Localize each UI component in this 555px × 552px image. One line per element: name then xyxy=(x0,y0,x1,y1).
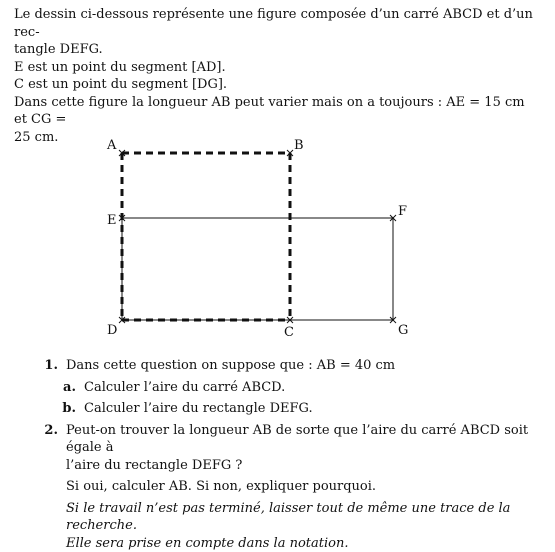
sub-question-letter: b. xyxy=(14,400,84,418)
sub-question-text: Calculer l’aire du rectangle DEFG. xyxy=(84,400,542,418)
question-2 xyxy=(14,422,542,457)
question-number: 1. xyxy=(14,357,66,375)
statement-line: C est un point du segment [DG]. xyxy=(14,76,534,94)
sub-question-letter: a. xyxy=(14,379,84,397)
statement-line: E est un point du segment [AD]. xyxy=(14,59,534,77)
label-f: F xyxy=(398,204,407,219)
label-e: E xyxy=(107,213,117,228)
label-g: G xyxy=(398,323,408,338)
label-c: C xyxy=(284,325,294,340)
question-text: Si oui, calculer AB. Si non, expliquer pourquoi. xyxy=(66,478,542,496)
question-1b xyxy=(14,400,542,418)
statement-line: Dans cette figure la longueur AB peut varier mais on a toujours : AE = 15 cm et CG = xyxy=(14,94,534,129)
question-text: Peut-on trouver la longueur AB de sorte que l’aire du carré ABCD soit égale à xyxy=(66,422,542,457)
label-d: D xyxy=(107,323,117,338)
question-number: 2. xyxy=(14,422,66,457)
question-text: Dans cette question on suppose que : AB = 40 cm xyxy=(66,357,542,375)
statement-line: 25 cm. xyxy=(14,129,534,147)
label-b: B xyxy=(294,138,304,153)
statement-line: Le dessin ci-dessous représente une figure composée d’un carré ABCD et d’un rec- xyxy=(14,6,534,41)
question-1a xyxy=(14,379,542,397)
instruction-note: Elle sera prise en compte dans la notation. xyxy=(66,535,542,552)
sub-question-text: Calculer l’aire du carré ABCD. xyxy=(84,379,542,397)
instruction-note: Si le travail n’est pas terminé, laisser tout de même une trace de la recherche. xyxy=(66,500,542,535)
question-1 xyxy=(14,357,542,375)
question-text: l’aire du rectangle DEFG ? xyxy=(66,457,542,475)
label-a: A xyxy=(106,138,117,153)
statement-line: tangle DEFG. xyxy=(14,41,534,59)
